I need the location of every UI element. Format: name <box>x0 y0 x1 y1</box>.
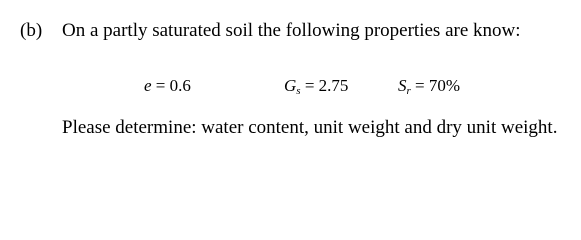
specific-gravity-symbol: G <box>284 76 297 95</box>
void-ratio-value: = 0.6 <box>151 76 191 95</box>
degree-of-saturation-value: = 70% <box>410 76 461 95</box>
degree-of-saturation-symbol: S <box>398 76 407 95</box>
specific-gravity-equation <box>284 76 348 96</box>
degree-of-saturation-subscript: r <box>406 85 411 97</box>
specific-gravity-value: = 2.75 <box>300 76 349 95</box>
problem-task: Please determine: water content, unit weight and dry unit weight. <box>62 117 558 138</box>
problem-label: (b) <box>20 20 43 41</box>
problem-statement: On a partly saturated soil the following properties are know: <box>62 20 521 41</box>
specific-gravity-subscript: s <box>296 85 301 97</box>
void-ratio-symbol: e <box>144 76 152 95</box>
degree-of-saturation-equation <box>398 76 460 96</box>
void-ratio-equation <box>144 76 191 96</box>
